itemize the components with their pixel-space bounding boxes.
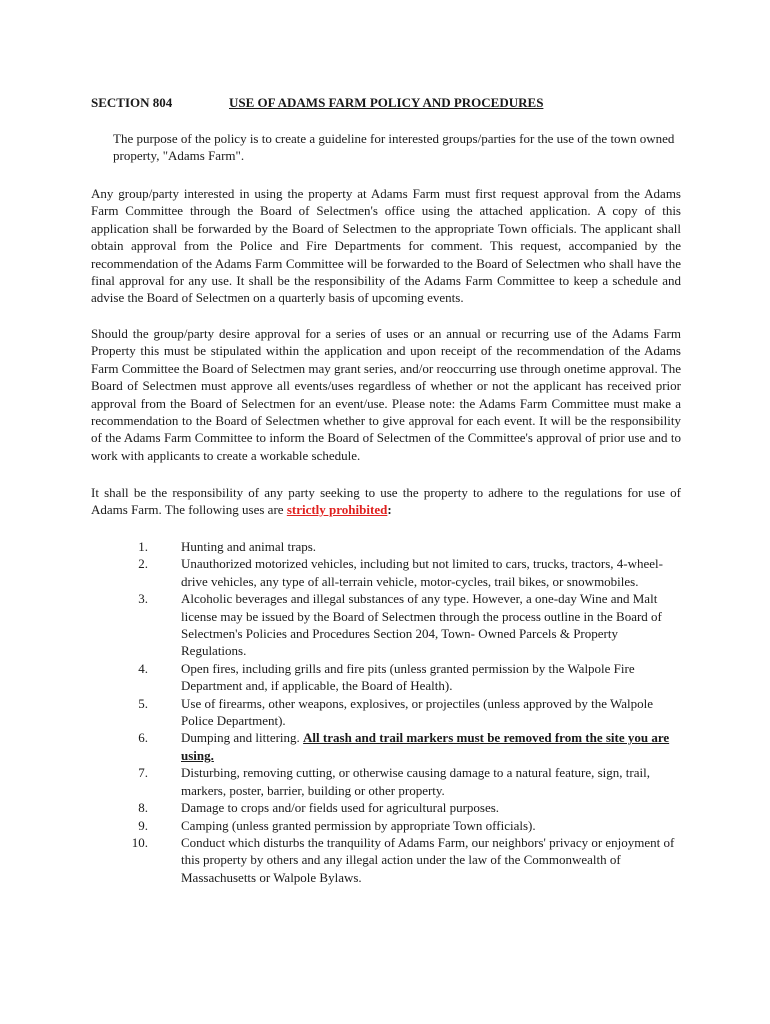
prohibited-uses-intro [91, 484, 681, 519]
list-item-text: Alcoholic beverages and illegal substances of any type. However, a one-day Wine and Malt license may be issued by the Board of Selectmen through the process outline in the Board of Selectmen's Policies and Procedures Section 204, Town- Owned Parcels & Property Regulations. [181, 591, 662, 659]
prohibited-intro-text: It shall be the responsibility of any party seeking to use the property to adhere to the regulations for use of Adams Farm. The following uses are [91, 485, 681, 518]
list-item-text [181, 729, 686, 764]
list-item-text: Open fires, including grills and fire pits (unless granted permission by the Walpole Fire Department and, if applicable, the Board of Health). [181, 660, 635, 694]
list-item-number: 9. [138, 817, 148, 833]
list-item-text: Conduct which disturbs the tranquility of Adams Farm, our neighbors' privacy or enjoyment of this property by others and any illegal action under the law of the Commonwealth of Massachusetts or Walpole Bylaws. [181, 834, 675, 885]
list-item-text: Unauthorized motorized vehicles, including but not limited to cars, trucks, tractors, 4-wheel-drive vehicles, any type of all-terrain vehicle, motor-cycles, trail bikes, or snowmobiles. [181, 556, 663, 589]
list-item [91, 799, 691, 816]
list-item-number: 6. [138, 730, 148, 746]
list-item [91, 555, 691, 590]
section-title: USE OF ADAMS FARM POLICY AND PROCEDURES [229, 95, 544, 110]
strictly-prohibited-emphasis: strictly prohibited [286, 502, 388, 518]
recurring-use-paragraph: Should the group/party desire approval for a series of uses or an annual or recurring use of the Adams Farm Property this must be stipulated within the application and upon receipt of the recommendation of the Adams Farm Committee the Board of Selectmen may grant series, and/or reoccurring use through onetime approval. The Board of Selectmen must approve all events/uses regardless of whether or not the applicant has received prior approval from the Board of Selectmen for an event/use. Please note: the Adams Farm Committee must make a recommendation to the Board of Selectmen whether to give approval for each event. It will be the responsibility of the Adams Farm Committee to inform the Board of Selectmen of the Committee's approval of prior use and to work with applicants to create a workable schedule. [91, 326, 682, 463]
list-item-number: 1. [138, 539, 148, 554]
list-item [91, 660, 691, 695]
list-item-number: 8. [138, 800, 148, 816]
list-item-text: Disturbing, removing cutting, or otherwise causing damage to a natural feature, sign, trail, markers, poster, barrier, building or other property. [181, 765, 650, 798]
list-item [91, 695, 691, 730]
approval-paragraph: Any group/party interested in using the property at Adams Farm must first request approval from the Adams Farm Committee through the Board of Selectmen's office using the attached application. A copy of this application shall be forwarded by the Board of Selectmen to the appropriate Town officials. The applicant shall obtain approval from the Police and Fire Departments for comment. This request, accompanied by the recommendation of the Adams Farm Committee will be forwarded to the Board of Selectmen who shall have the final approval for any use. It shall be the responsibility of the Adams Farm Committee to keep a schedule and advise the Board of Selectmen on a quarterly basis of upcoming events. [91, 186, 681, 306]
list-item-text: Use of firearms, other weapons, explosives, or projectiles (unless approved by the Walpole Police Department). [181, 695, 653, 729]
list-item-number: 10. [131, 834, 148, 850]
list-item-number: 2. [138, 556, 148, 572]
section-number: SECTION 804 [91, 95, 173, 110]
prohibited-intro-colon: : [387, 502, 392, 518]
purpose-statement: The purpose of the policy is to create a guideline for interested groups/parties for the use of the town owned property, "Adams Farm". [113, 131, 675, 164]
list-item-number: 7. [138, 765, 148, 781]
prohibited-uses-list [91, 538, 691, 886]
list-item-number: 5. [138, 695, 148, 711]
list-item-plain-text: Dumping and littering. [181, 730, 304, 746]
section-header [91, 94, 543, 111]
list-item-text: Camping (unless granted permission by appropriate Town officials). [181, 817, 536, 833]
list-item-number: 3. [138, 591, 148, 607]
list-item [91, 590, 691, 660]
list-item [91, 764, 691, 799]
list-item [91, 729, 691, 764]
list-item [91, 538, 691, 555]
list-item [91, 817, 691, 834]
trash-removal-emphasis: All trash and trail markers must be removed from the site you are using. [181, 730, 670, 763]
list-item [91, 834, 691, 886]
list-item-number: 4. [138, 660, 148, 676]
list-item-text: Hunting and animal traps. [181, 539, 317, 554]
list-item-text: Damage to crops and/or fields used for agricultural purposes. [181, 800, 500, 816]
